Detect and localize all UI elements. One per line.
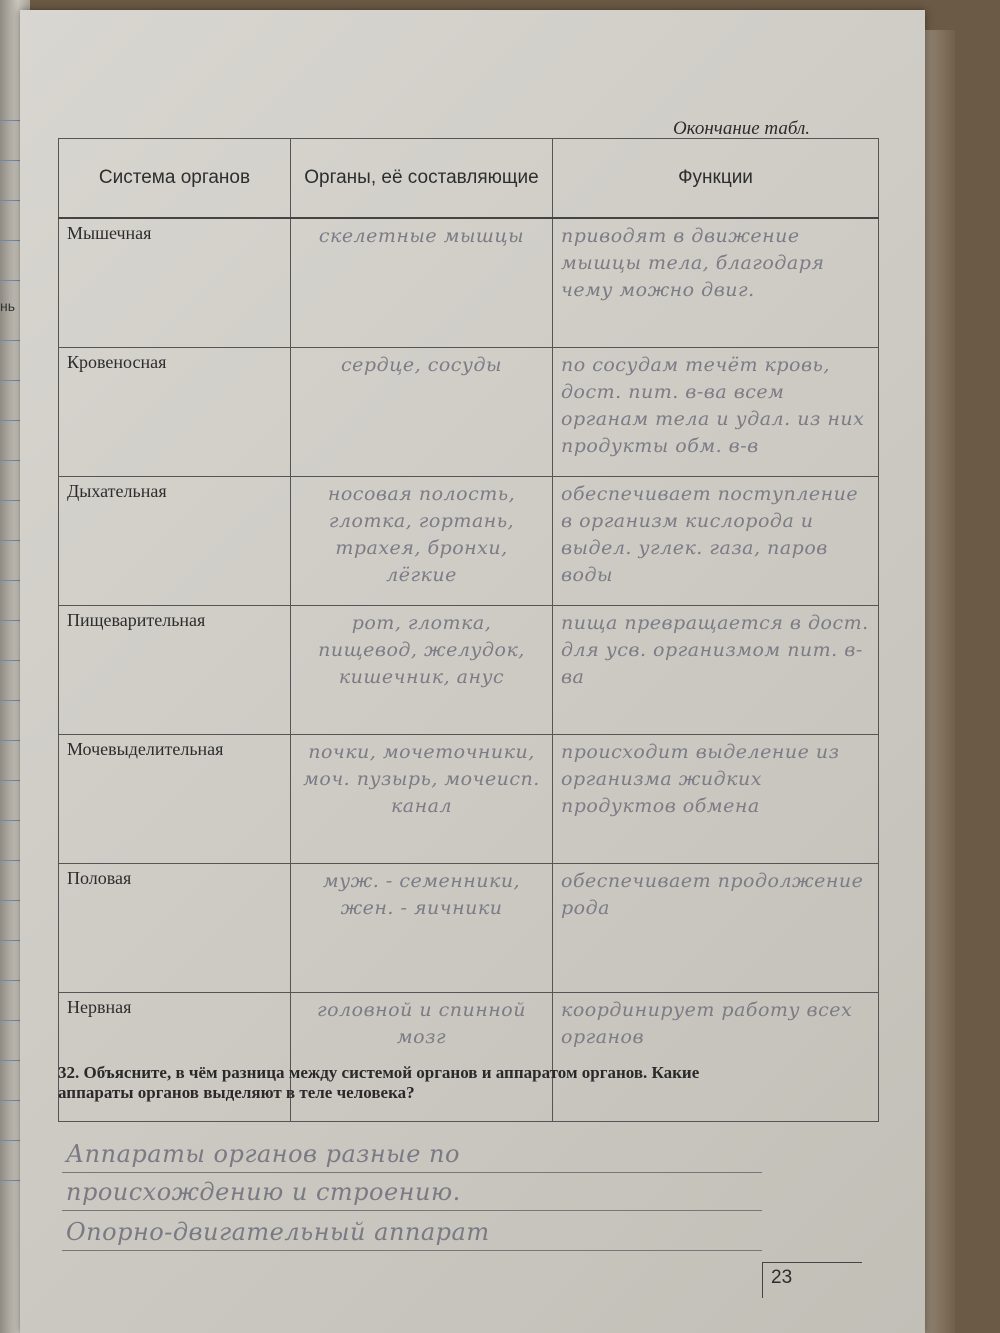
functions-answer[interactable]: пища превращается в дост. для усв. организмом пит. в-ва	[553, 606, 879, 735]
ruled-line	[0, 900, 22, 901]
organs-answer[interactable]: скелетные мышцы	[291, 218, 553, 348]
table-row	[59, 218, 879, 348]
ruled-line	[0, 820, 22, 821]
ruled-line	[0, 500, 22, 501]
ruled-line	[0, 380, 22, 381]
ruled-line	[0, 980, 22, 981]
ruled-line	[0, 160, 22, 161]
ruled-line	[0, 540, 22, 541]
table-caption: Окончание табл.	[672, 118, 810, 139]
functions-answer[interactable]: обеспечивает продолжение рода	[553, 864, 879, 993]
left-page-fragment: нь	[0, 298, 16, 314]
organs-answer[interactable]: сердце, сосуды	[291, 348, 553, 477]
ruled-line	[0, 1180, 22, 1181]
table-row	[59, 477, 879, 606]
table-row	[59, 606, 879, 735]
header-organs: Органы, её составляющие	[291, 139, 553, 219]
ruled-line	[0, 700, 22, 701]
ruled-line	[0, 420, 22, 421]
ruled-line	[0, 240, 22, 241]
answer-rule	[62, 1172, 762, 1173]
ruled-line	[0, 120, 22, 121]
organs-answer[interactable]: почки, мочеточники, моч. пузырь, мочеисп. канал	[291, 735, 553, 864]
ruled-line	[0, 660, 22, 661]
page-number: 23	[762, 1262, 862, 1298]
ruled-line	[0, 740, 22, 741]
ruled-line	[0, 940, 22, 941]
ruled-line	[0, 580, 22, 581]
organs-answer[interactable]: муж. - семенники, жен. - яичники	[291, 864, 553, 993]
header-functions: Функции	[553, 139, 879, 219]
question-32: 32. Объясните, в чём разница между системой органов и аппаратом органов. Какие аппараты органов выделяют в теле человека?	[58, 1063, 700, 1102]
system-name: Мочевыделительная	[59, 735, 291, 864]
functions-answer[interactable]: координирует работу всех органов	[553, 993, 879, 1122]
organs-answer[interactable]: носовая полость, глотка, гортань, трахея, бронхи, лёгкие	[291, 477, 553, 606]
answer-line-text[interactable]: Аппараты органов разные по	[66, 1140, 460, 1168]
system-name: Нервная	[59, 993, 291, 1122]
ruled-line	[0, 200, 22, 201]
ruled-line	[0, 340, 22, 341]
system-name: Пищеварительная	[59, 606, 291, 735]
functions-answer[interactable]: приводят в движение мышцы тела, благодаря чему можно двиг.	[553, 218, 879, 348]
functions-answer[interactable]: обеспечивает поступление в организм кислорода и выдел. углек. газа, паров воды	[553, 477, 879, 606]
ruled-line	[0, 620, 22, 621]
answer-line-text[interactable]: происхождению и строению.	[66, 1178, 461, 1206]
ruled-line	[0, 780, 22, 781]
header-system: Система органов	[59, 139, 291, 219]
ruled-line	[0, 1020, 22, 1021]
answer-line-text[interactable]: Опорно-двигательный аппарат	[66, 1218, 490, 1246]
organ-systems-table	[58, 138, 879, 1122]
table-row	[59, 864, 879, 993]
table-row	[59, 735, 879, 864]
ruled-line	[0, 1100, 22, 1101]
answer-rule	[62, 1210, 762, 1211]
table-row	[59, 348, 879, 477]
ruled-line	[0, 460, 22, 461]
system-name: Мышечная	[59, 218, 291, 348]
ruled-line	[0, 1060, 22, 1061]
system-name: Кровеносная	[59, 348, 291, 477]
functions-answer[interactable]: происходит выделение из организма жидких продуктов обмена	[553, 735, 879, 864]
table-header-row	[59, 139, 879, 219]
ruled-line	[0, 1140, 22, 1141]
system-name: Дыхательная	[59, 477, 291, 606]
answer-rule	[62, 1250, 762, 1251]
ruled-line	[0, 860, 22, 861]
organs-answer[interactable]: рот, глотка, пищевод, желудок, кишечник, анус	[291, 606, 553, 735]
system-name: Половая	[59, 864, 291, 993]
ruled-line	[0, 280, 22, 281]
functions-answer[interactable]: по сосудам течёт кровь, дост. пит. в-ва всем органам тела и удал. из них продукты обм. в-в	[553, 348, 879, 477]
organs-answer[interactable]: головной и спинной мозг	[291, 993, 553, 1122]
